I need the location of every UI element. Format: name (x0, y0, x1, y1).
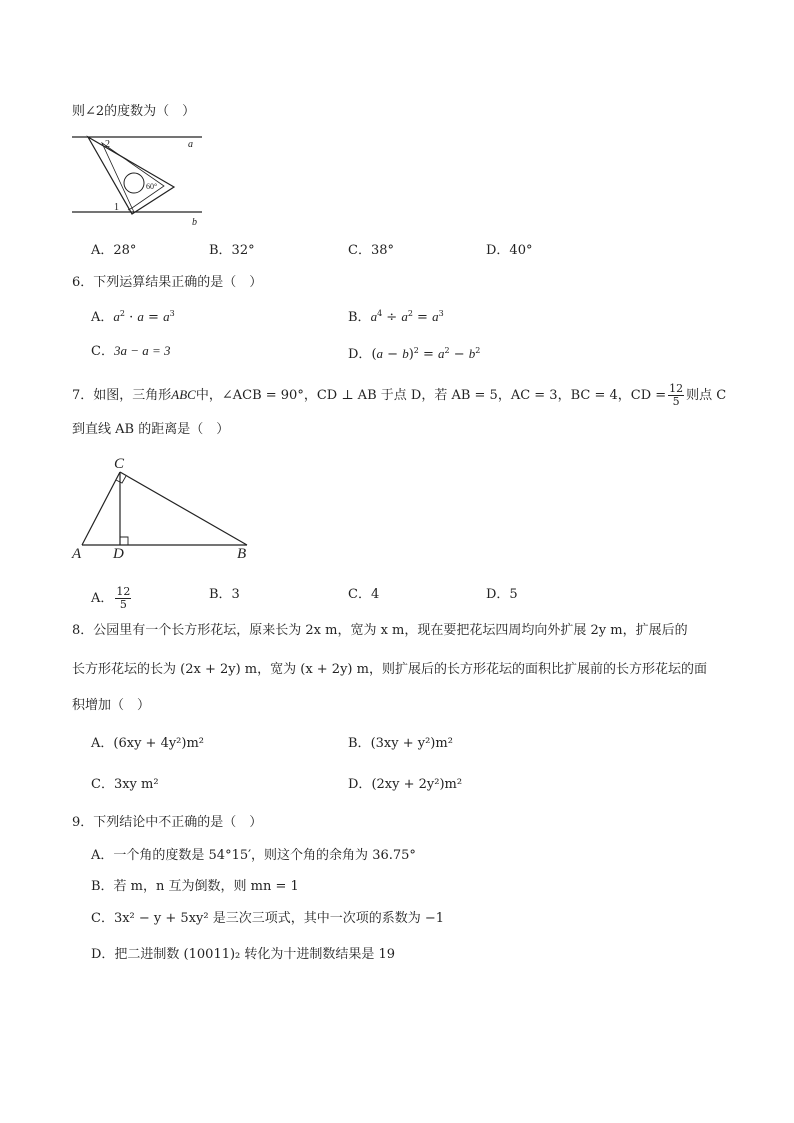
label-a: A (72, 546, 82, 562)
q8-line3: 积增加（ ） (72, 698, 151, 713)
q9-option-c: C．3x² − y + 5xy² 是三次三项式，其中一次项的系数为 −1 (91, 911, 445, 926)
q6-option-a: A．$a^2 \cdot a = a^3$ (91, 309, 175, 325)
triangle-ruler (88, 137, 174, 214)
label-a: a (188, 139, 193, 150)
q7-option-d: D．5 (486, 587, 518, 602)
q8-line1: 8．公园里有一个长方形花坛，原来长为 2x m，宽为 x m，现在要把花坛四周均向外扩展 2y m，扩展后的 (72, 623, 688, 638)
q7-fraction: $\frac{12}{5}$ (669, 382, 684, 408)
q8-option-b: B．(3xy + y²)m² (348, 736, 453, 751)
ruler-hole (124, 173, 144, 193)
q9-option-b: B．若 m，n 互为倒数，则 mn = 1 (91, 879, 299, 894)
q5-stem: 则∠2的度数为（ ） (72, 104, 196, 119)
q8-line2: 长方形花坛的长为 (2x + 2y) m，宽为 (x + 2y) m，则扩展后的长方形花坛的面积比扩展前的长方形花坛的面 (72, 662, 707, 677)
q7-stem-line1: 7．如图，三角形ABC中，∠ACB = 90°，CD ⊥ AB 于点 D，若 AB = 5，AC = 3，BC = 4，CD = $\frac{12}{5}$ 则点 C (72, 382, 727, 408)
side-bc (120, 472, 247, 545)
q6-stem: 6．下列运算结果正确的是（ ） (72, 275, 263, 290)
q7-figure (70, 452, 260, 562)
right-angle-d (120, 537, 128, 545)
label-60: 60° (146, 182, 158, 191)
label-d: D (113, 546, 124, 562)
q5-option-c: C．38° (348, 243, 394, 258)
q8-option-c: C．3xy m² (91, 777, 159, 792)
q6-option-b: B．$a^4 \div a^2 = a^3$ (348, 309, 444, 325)
q5-option-b: B．32° (209, 243, 255, 258)
q6-option-c: C．3a − a = 3 (91, 343, 171, 359)
q7-option-c: C．4 (348, 587, 380, 602)
label-c: C (114, 456, 125, 472)
q5-option-a: A．28° (91, 243, 137, 258)
q9-option-a: A．一个角的度数是 54°15′，则这个角的余角为 36.75° (91, 848, 416, 863)
q8-option-a: A．(6xy + 4y²)m² (91, 736, 205, 751)
q5-option-d: D．40° (486, 243, 533, 258)
label-b: B (237, 546, 247, 562)
side-ac (82, 472, 120, 545)
label-b: b (192, 217, 197, 228)
label-2: 2 (105, 139, 110, 150)
q7-stem-line2: 到直线 AB 的距离是（ ） (72, 422, 230, 437)
q7-option-a: A． $\frac{12}{5}$ (91, 585, 131, 611)
label-1: 1 (114, 202, 119, 213)
q8-option-d: D．(2xy + 2y²)m² (348, 777, 463, 792)
q6-option-d: D．$(a - b)^2 = a^2 - b^2$ (348, 346, 481, 362)
q9-stem: 9．下列结论中不正确的是（ ） (72, 815, 263, 830)
q7-option-b: B．3 (209, 587, 240, 602)
q9-option-d: D．把二进制数 (10011)₂ 转化为十进制数结果是 19 (91, 947, 396, 962)
q5-figure (70, 130, 210, 230)
